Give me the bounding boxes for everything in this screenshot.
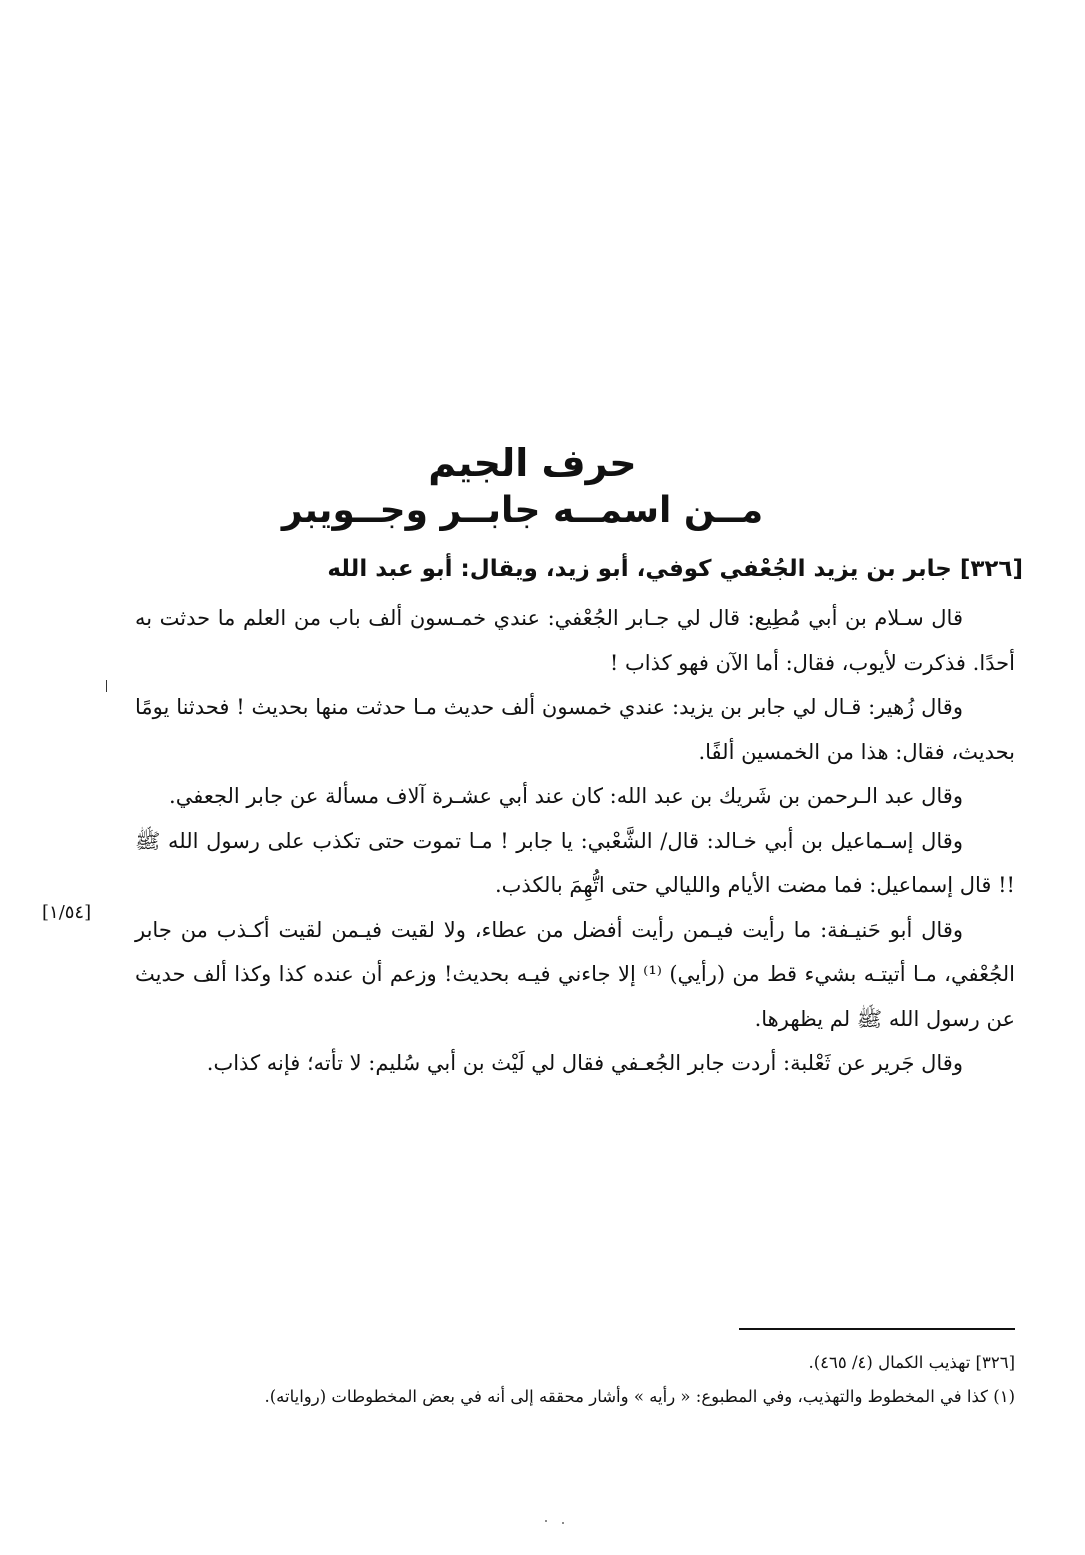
chapter-subtitle: مــن اسمــه جابــر وجــويبر <box>281 489 764 531</box>
footnote: (١) كذا في المخطوط والتهذيب، وفي المطبوع: « رأيه » وأشار محققه إلى أنه في بعض المخطوطات (رواياته). <box>264 1387 1015 1406</box>
margin-page-reference: [١/٥٤] <box>42 902 92 923</box>
chapter-heading <box>0 440 1085 533</box>
scan-mark <box>106 680 107 692</box>
chapter-title: حرف الجيم <box>428 441 637 485</box>
paragraph: وقال أبو حَنيـفة: ما رأيت فيـمن رأيت أفضل من عطاء، ولا لقيت فيـمن لقيت أكـذب من جابر الجُعْفي، مـا أتيتـه بشيء قط من (رأيي) ⁽¹⁾ إلا جاءني فيـه بحديث! وزعم أن عنده كذا وكذا ألف حديث عن رسول الله ﷺ لم يظهرها. <box>135 917 1015 1031</box>
paragraph: وقال إسـماعيل بن أبي خـالد: قال/ الشَّعْبي: يا جابر ! مـا تموت حتى تكذب على رسول الله ﷺ !! قال إسماعيل: فما مضت الأيام والليالي حتى اتُّهِمَ بالكذب. <box>135 828 1015 897</box>
entry-body <box>135 596 1015 1086</box>
scan-speck <box>562 1522 564 1524</box>
paragraph: وقال عبد الـرحمن بن شَريك بن عبد الله: كان عند أبي عشـرة آلاف مسألة عن جابر الجعفي. <box>169 784 963 808</box>
paragraph: وقال جَرير عن ثَعْلبة: أردت جابر الجُعـفي فقال لي لَيْث بن أبي سُليم: لا تأته؛ فإنه كذاب. <box>206 1051 963 1075</box>
entry-heading: [٣٢٦] جابر بن يزيد الجُعْفي كوفي، أبو زيد، ويقال: أبو عبد الله <box>327 556 1023 582</box>
footnote: [٣٢٦] تهذيب الكمال (٤/ ٤٦٥). <box>808 1353 1015 1372</box>
scan-speck <box>545 1520 547 1522</box>
footnote-divider <box>739 1328 1015 1330</box>
paragraph: وقال زُهير: قـال لي جابر بن يزيد: عندي خمسون ألف حديث مـا حدثت منها بحديث ! فحدثنا يومًا بحديث، فقال: هذا من الخمسين ألفًا. <box>135 695 1015 764</box>
paragraph: قال سـلام بن أبي مُطِيع: قال لي جـابر الجُعْفي: عندي خمـسون ألف باب من العلم ما حدثت به أحدًا. فذكرت لأيوب، فقال: أما الآن فهو كذاب ! <box>135 606 1015 675</box>
footnotes <box>115 1346 1015 1414</box>
